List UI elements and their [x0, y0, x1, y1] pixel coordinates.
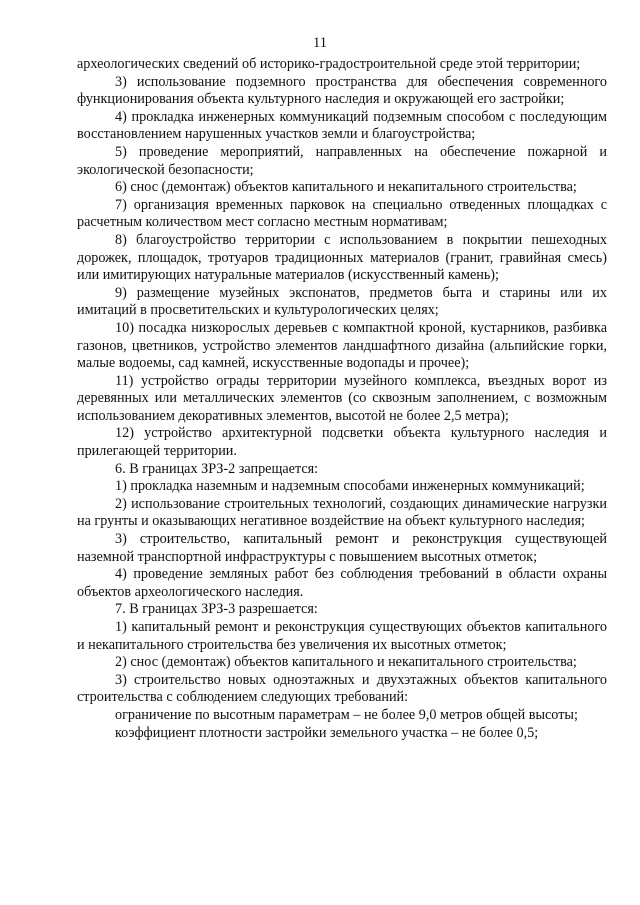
- paragraph: 2) снос (демонтаж) объектов капитального и некапитального строительства;: [115, 654, 577, 671]
- section-heading: 7. В границах ЗРЗ-3 разрешается:: [115, 601, 318, 618]
- paragraph: 6) снос (демонтаж) объектов капитального и некапитального строительства;: [115, 179, 577, 196]
- paragraph: 7) организация временных парковок на специально отведенных площадках с расчетным количеством мест согласно местным нормативам;: [77, 196, 607, 231]
- page-number: 11: [313, 35, 327, 51]
- paragraph: 11) устройство ограды территории музейного комплекса, въездных ворот из деревянных или металлических элементов (со сквозным заполнением, с возможным использованием декоративных элементов, высотой не более 2,5 метра);: [77, 372, 607, 424]
- paragraph: 3) строительство новых одноэтажных и двухэтажных объектов капитального строительства с соблюдением следующих требований:: [77, 671, 607, 706]
- paragraph: 9) размещение музейных экспонатов, предметов быта и старины или их имитаций в просветительских и культурологических целях;: [77, 284, 607, 319]
- paragraph: 10) посадка низкорослых деревьев с компактной кроной, кустарников, разбивка газонов, цветников, устройство элементов ландшафтного дизайна (альпийские горки, малые водоемы, сад камней, искусственные водопады и прочее);: [77, 319, 607, 372]
- paragraph: 3) строительство, капитальный ремонт и реконструкция существующей наземной транспортной инфраструктуры с повышением высотных отметок;: [77, 531, 607, 565]
- paragraph: ограничение по высотным параметрам – не более 9,0 метров общей высоты;: [115, 706, 578, 723]
- paragraph: археологических сведений об историко-градостроительной среде этой территории;: [77, 56, 581, 72]
- section-heading: 6. В границах ЗРЗ-2 запрещается:: [115, 460, 319, 477]
- paragraph: 8) благоустройство территории с использованием в покрытии пешеходных дорожек, площадок, тротуаров традиционных материалов (гранит, гравийная смесь) или имитирующих натуральные материалов (искусственный камень);: [77, 231, 607, 284]
- paragraph: 1) прокладка наземным и надземным способами инженерных коммуникаций;: [115, 478, 585, 495]
- paragraph: 5) проведение мероприятий, направленных на обеспечение пожарной и экологической безопасности;: [77, 143, 607, 178]
- paragraph: 4) прокладка инженерных коммуникаций подземным способом с последующим восстановлением нарушенных участков земли и благоустройства;: [77, 108, 607, 143]
- paragraph: 2) использование строительных технологий, создающих динамические нагрузки на грунты и оказывающих негативное воздействие на объект культурного наследия;: [77, 495, 607, 530]
- paragraph: 4) проведение земляных работ без соблюдения требований в области охраны объектов археологического наследия.: [77, 566, 607, 600]
- paragraph: 3) использование подземного пространства для обеспечения современного функционирования объекта культурного наследия и окружающей его застройки;: [77, 73, 607, 108]
- paragraph: 12) устройство архитектурной подсветки объекта культурного наследия и прилегающей территории.: [77, 425, 607, 460]
- paragraph: коэффициент плотности застройки земельного участка – не более 0,5;: [115, 724, 539, 741]
- paragraph: 1) капитальный ремонт и реконструкция существующих объектов капитального и некапитального строительства без увеличения их высотных отметок;: [77, 619, 607, 653]
- body-text: [77, 56, 607, 742]
